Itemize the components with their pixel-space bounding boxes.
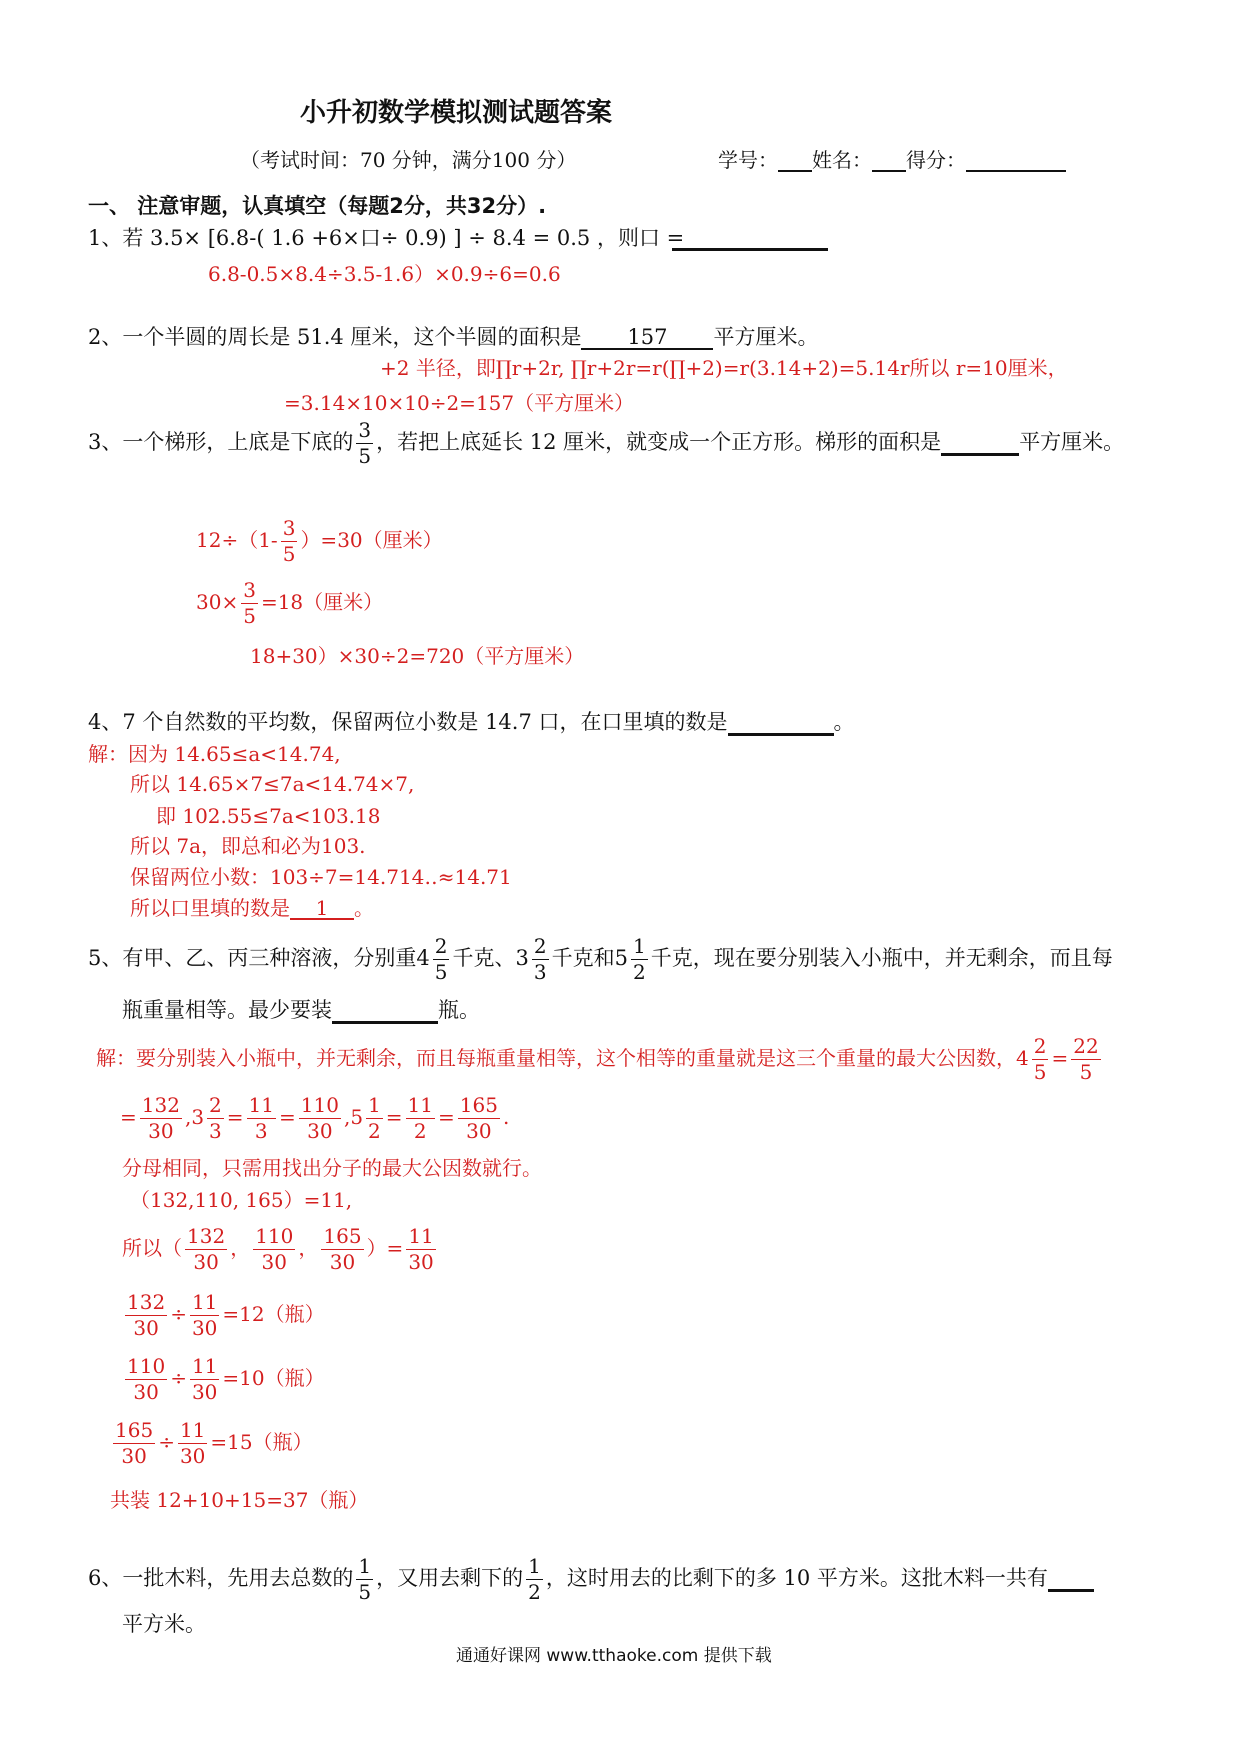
q1-solution: 6.8-0.5×8.4÷3.5-1.6）×0.9÷6=0.6 xyxy=(208,262,561,286)
q5-division-1: $\frac{132}{30}$ ÷ $\frac{11}{30}$ =12（瓶） xyxy=(127,1290,325,1340)
question-4: 4、7 个自然数的平均数，保留两位小数是 14.7 口，在口里填的数是 。 xyxy=(88,710,855,734)
q3-unit: 平方厘米。 xyxy=(1019,430,1125,454)
q4-solution-line-3: 即 102.55≤7a<103.18 xyxy=(156,804,381,828)
q5-answer-blank[interactable] xyxy=(332,1000,438,1024)
header-fields xyxy=(718,150,1066,172)
page-title: 小升初数学模拟测试题答案 xyxy=(300,98,613,128)
q5-division-3: $\frac{165}{30}$ ÷ $\frac{11}{30}$ =15（瓶） xyxy=(115,1418,313,1468)
q4-solution-line-2: 所以 14.65×7≤7a<14.74×7, xyxy=(130,772,415,796)
q3-text-b: ，若把上底延长 12 厘米，就变成一个正方形。梯形的面积是 xyxy=(376,430,942,454)
q5-solution-line-2: = $\frac{132}{30}$ ,3 $\frac{2}{3}$ = $\frac{11}{3}$ = $\frac{110}{30}$ ,5 $\frac{1}{2}$ = $\frac{11}{2}$ = $\frac{165}{30}$ . xyxy=(120,1093,510,1143)
q2-text: 2、一个半圆的周长是 51.4 厘米，这个半圆的面积是 xyxy=(88,325,582,349)
q3-solution-line-1: 12÷（1- $\frac{3}{5}$ ）=30（厘米） xyxy=(196,516,443,566)
q2-answer-blank: 157 xyxy=(581,327,713,350)
q3-text-a: 3、一个梯形，上底是下底的 xyxy=(88,430,354,454)
q6-answer-blank[interactable] xyxy=(1048,1568,1094,1592)
q5-solution-line-5: 所以（ $\frac{132}{30}$ ， $\frac{110}{30}$ ， $\frac{165}{30}$ ）= $\frac{11}{30}$ xyxy=(122,1224,434,1274)
q4-solution-line-4: 所以 7a，即总和必为103. xyxy=(130,834,366,858)
question-3 xyxy=(88,420,1124,467)
q4-text: 4、7 个自然数的平均数，保留两位小数是 14.7 口，在口里填的数是 xyxy=(88,710,728,734)
q1-answer-blank[interactable] xyxy=(672,248,828,251)
q4-solution-line-5: 保留两位小数：103÷7=14.714‥≈14.71 xyxy=(130,865,512,889)
student-id-label: 学号： xyxy=(718,148,778,172)
question-5-line-2: 瓶重量相等。最少要装 瓶。 xyxy=(122,998,480,1022)
name-label: 姓名： xyxy=(812,148,872,172)
q3-fraction: $\frac{3}{5}$ xyxy=(358,418,372,468)
section-heading: 一、 注意审题，认真填空（每题2分，共32分）. xyxy=(88,194,547,218)
q5-solution-line-3: 分母相同，只需用找出分子的最大公因数就行。 xyxy=(122,1156,542,1180)
exam-info: （考试时间：70 分钟，满分100 分） xyxy=(240,148,577,172)
question-2 xyxy=(88,327,818,350)
q4-solution-line-6: 所以口里填的数是 1 。 xyxy=(130,896,374,920)
q5-solution-line-1: 解：要分别装入小瓶中，并无剩余，而且每瓶重量相等，这个相等的重量就是这三个重量的最大公因数，4 $\frac{2}{5}$ = $\frac{22}{5}$ xyxy=(96,1034,1099,1084)
name-field[interactable] xyxy=(872,150,906,172)
q3-answer-blank[interactable] xyxy=(941,432,1019,456)
q4-answer-value: 1 xyxy=(290,898,354,920)
q5-solution-line-4: （132,110, 165）=11, xyxy=(130,1188,353,1212)
footer-credit: 通通好课网 www.tthaoke.com 提供下载 xyxy=(456,1646,772,1666)
question-6-line-2: 平方米。 xyxy=(122,1612,206,1636)
q2-solution-line-2: =3.14×10×10÷2=157（平方厘米） xyxy=(284,391,635,415)
q4-solution-line-1: 解：因为 14.65≤a<14.74, xyxy=(88,742,341,766)
question-1: 1、若 3.5× [6.8-( 1.6 +6×口÷ 0.9) ] ÷ 8.4 = 0.5 ，则口 = xyxy=(88,226,685,250)
q3-solution-line-2: 30× $\frac{3}{5}$ =18（厘米） xyxy=(196,578,384,628)
question-5: 5、有甲、乙、丙三种溶液，分别重4 $\frac{2}{5}$ 千克、3 $\frac{2}{3}$ 千克和5 $\frac{1}{2}$ 千克，现在要分别装入小瓶中，并无剩余，而且每 xyxy=(88,934,1113,984)
question-6: 6、一批木料，先用去总数的 $\frac{1}{5}$ ，又用去剩下的 $\frac{1}{2}$ ，这时用去的比剩下的多 10 平方米。这批木料一共有 xyxy=(88,1556,1094,1603)
q2-solution-line-1: +2 半径，即∏r+2r, ∏r+2r=r(∏+2)=r(3.14+2)=5.14r所以 r=10厘米， xyxy=(380,356,1068,380)
score-label: 得分： xyxy=(906,148,966,172)
q4-answer-blank[interactable] xyxy=(728,712,834,736)
q2-unit: 平方厘米。 xyxy=(713,325,819,349)
q5-division-2: $\frac{110}{30}$ ÷ $\frac{11}{30}$ =10（瓶） xyxy=(127,1354,325,1404)
q3-solution-line-3: 18+30）×30÷2=720（平方厘米） xyxy=(250,644,585,668)
score-field[interactable] xyxy=(966,150,1066,172)
q5-total: 共装 12+10+15=37（瓶） xyxy=(110,1488,369,1512)
student-id-field[interactable] xyxy=(778,150,812,172)
